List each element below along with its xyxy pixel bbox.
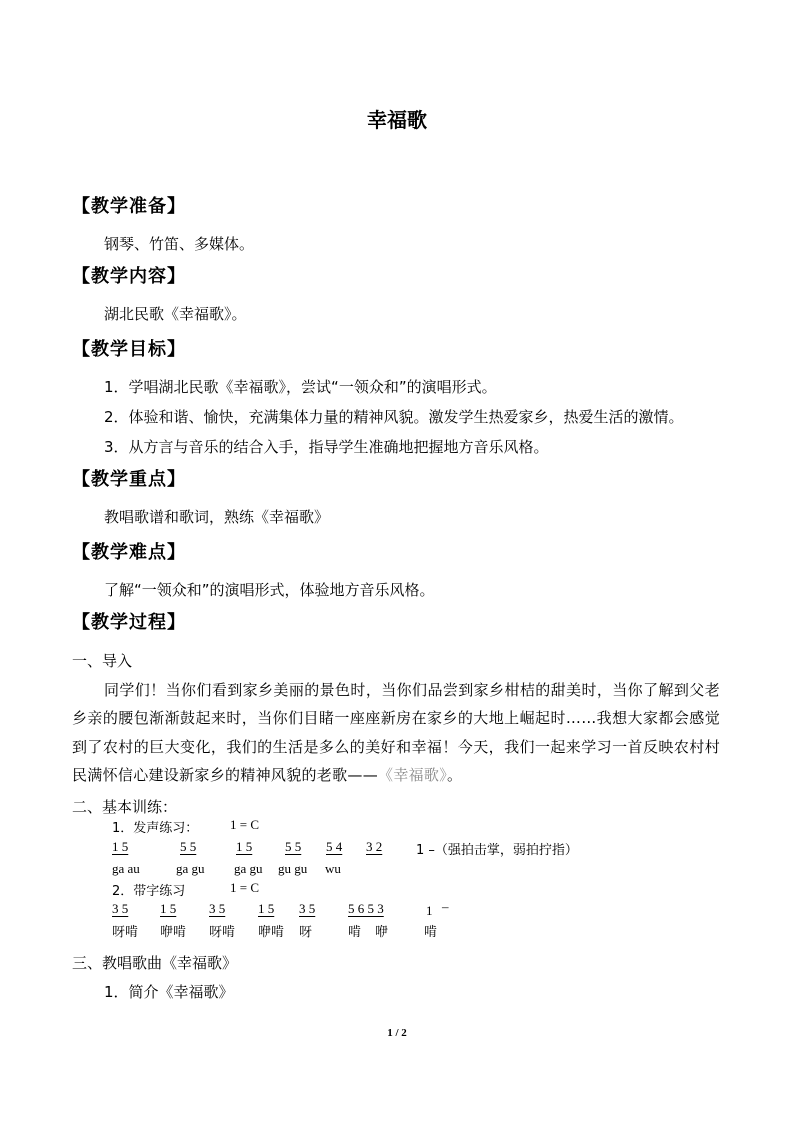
ex2-lyric-7: 咿 <box>375 925 389 940</box>
ex1-syllable-5: wu <box>325 861 341 876</box>
goal-item-1: 1．学唱湖北民歌《幸福歌》，尝试“一领众和”的演唱形式。 <box>104 378 497 396</box>
ex2-note-1: 3 5 <box>112 901 129 916</box>
goal-item-2: 2．体验和谐、愉快，充满集体力量的精神风貌。激发学生热爱家乡，热爱生活的激情。 <box>104 408 684 426</box>
ex2-lyric-3: 呀啃 <box>209 925 236 940</box>
ex2-note-4: 1 5 <box>258 901 275 916</box>
page-number: 1 / 2 <box>387 1027 407 1039</box>
step2-label: 二、基本训练： <box>72 798 178 816</box>
intro-paragraph <box>72 676 720 790</box>
heading-goals: 【教学目标】 <box>72 339 186 360</box>
step1-label: 一、导入 <box>72 652 133 670</box>
ex2-key: 1 = C <box>230 880 260 895</box>
ex1-note-1: 1 5 <box>112 839 129 854</box>
heading-content: 【教学内容】 <box>72 266 186 287</box>
goal-item-3: 3．从方言与音乐的结合入手，指导学生准确地把握地方音乐风格。 <box>104 438 549 456</box>
page-title: 幸福歌 <box>367 108 427 132</box>
ex2-lyric-4: 咿啃 <box>258 925 285 940</box>
ex1-syllable-1: ga au <box>112 861 140 876</box>
ex2-lyric-5: 呀 <box>299 925 313 940</box>
ex2-label: 2．带字练习 <box>112 884 186 899</box>
ex2-lyric-2: 咿啃 <box>160 925 187 940</box>
content-text: 湖北民歌《幸福歌》。 <box>104 305 247 323</box>
ex2-note-2: 1 5 <box>160 901 177 916</box>
heading-key: 【教学重点】 <box>72 469 186 490</box>
ex2-note-3: 3 5 <box>209 901 226 916</box>
prep-text: 钢琴、竹笛、多媒体。 <box>104 235 255 253</box>
ex2-tail-note: 1 <box>426 903 433 918</box>
step3-label: 三、教唱歌曲《幸福歌》 <box>72 954 238 972</box>
ex2-tail-dash: – <box>442 899 449 914</box>
ex1-note-4: 5 5 <box>285 839 302 854</box>
ex1-label: 1．发声练习： <box>112 821 199 836</box>
ex1-syllable-3: ga gu <box>234 861 263 876</box>
key-text: 教唱歌谱和歌词，熟练《幸福歌》 <box>104 508 330 526</box>
heading-process: 【教学过程】 <box>72 612 186 633</box>
ex2-note-5: 3 5 <box>299 901 316 916</box>
difficulty-text: 了解“一领众和”的演唱形式，体验地方音乐风格。 <box>104 581 435 599</box>
ex1-note-6: 3 2 <box>366 839 383 854</box>
step3-sub: 1．简介《幸福歌》 <box>104 983 234 1001</box>
ex1-key: 1 = C <box>230 817 260 832</box>
ex2-note-6: 5 6 5 3 <box>348 901 384 916</box>
intro-text: 同学们！当你们看到家乡美丽的景色时，当你们品尝到家乡柑桔的甜美时，当你了解到父老乡亲的腰包渐渐鼓起来时，当你们目睹一座座新房在家乡的大地上崛起时……我想大家都会感觉到了农村的巨大变化，我们的生活是多么的美好和幸福！今天，我们一起来学习一首反映农村村民满怀信心建设新家乡的精神风貌的老歌—— <box>72 681 720 785</box>
heading-difficulty: 【教学难点】 <box>72 542 186 563</box>
ex2-lyric-1: 呀啃 <box>112 925 139 940</box>
ex1-note-5: 5 4 <box>326 839 343 854</box>
ex1-note-3: 1 5 <box>236 839 253 854</box>
heading-prep: 【教学准备】 <box>72 196 186 217</box>
intro-song-title: 《幸福歌》 <box>378 766 448 785</box>
ex1-note-2: 5 5 <box>180 839 197 854</box>
ex2-lyric-6: 啃 <box>348 925 362 940</box>
ex1-tail: 1 –（强拍击掌，弱拍拧指） <box>416 843 578 858</box>
ex2-lyric-8: 啃 <box>424 925 438 940</box>
intro-end: 。 <box>447 766 463 785</box>
ex1-syllable-4: gu gu <box>278 861 308 876</box>
ex1-syllable-2: ga gu <box>176 861 205 876</box>
